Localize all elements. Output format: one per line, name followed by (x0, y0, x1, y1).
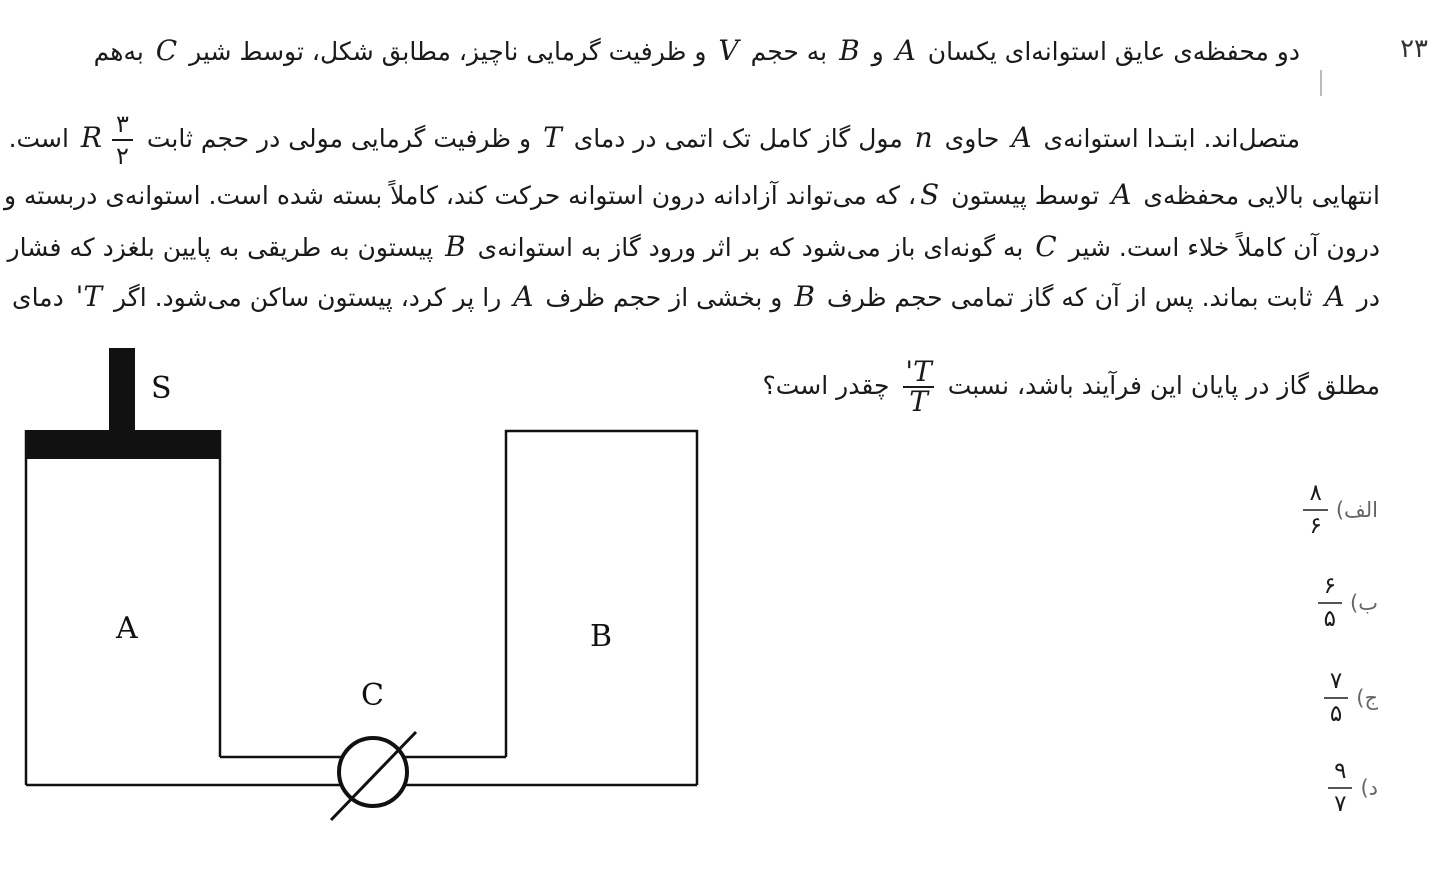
math-symbol: R (80, 121, 102, 154)
text-run: در (1348, 283, 1380, 312)
option-2-fraction (1318, 575, 1342, 631)
math-symbol: S (920, 178, 940, 211)
question-line-4 (8, 230, 1381, 265)
option-1-fraction (1303, 482, 1327, 538)
text-run: و (863, 37, 892, 66)
apparatus-diagram (0, 330, 730, 830)
option-1-numerator: ۸ (1303, 482, 1327, 511)
option-1-label: الف) (1335, 498, 1378, 522)
text-run: متصل‌اند. ابتـدا استوانه‌ی (1035, 124, 1300, 153)
math-symbol: C (1035, 230, 1057, 263)
question-line-3 (4, 178, 1380, 213)
text-run: حاوی (936, 124, 1008, 153)
option-4-label: د) (1360, 776, 1378, 800)
text-run: به حجم (742, 37, 836, 66)
option-3[interactable] (1324, 670, 1378, 726)
cylinder-b-label: B (590, 619, 613, 654)
text-run: ثابت بماند. پس از آن که گاز تمامی حجم ظرف (818, 283, 1321, 312)
text-run: مطلق گاز در پایان این فرآیند باشد، نسبت (939, 371, 1380, 400)
option-3-fraction (1324, 670, 1348, 726)
text-run: را پر کرد، پیستون ساکن می‌شود. اگر (106, 283, 510, 312)
question-line-1 (94, 34, 1300, 69)
fraction-denominator: ۲ (116, 142, 129, 170)
option-3-numerator: ۷ (1324, 670, 1348, 699)
text-run: به گونه‌ای باز می‌شود که بر اثر ورود گاز به استوانه‌ی (469, 233, 1032, 262)
text-run: به‌هم (93, 37, 152, 66)
question-line-5 (12, 280, 1380, 315)
piston-plate (26, 430, 220, 459)
option-2-numerator: ۶ (1318, 575, 1342, 604)
text-run: ، که می‌تواند آزادانه درون استوانه حرکت کند، کاملاً بسته شده است. استوانه‌ی دربسته و (3, 181, 917, 210)
option-2-label: ب) (1350, 591, 1378, 615)
cylinder-a-label: A (116, 611, 138, 646)
math-symbol: B (839, 34, 860, 67)
valve-label: C (361, 678, 384, 713)
question-line-6 (762, 355, 1380, 418)
question-line-2 (9, 112, 1300, 168)
text-run: انتهایی بالایی محفظه‌ی (1135, 181, 1380, 210)
math-symbol: B (794, 280, 815, 313)
text-run: و بخشی از حجم ظرف (537, 283, 791, 312)
piston-label: S (151, 371, 172, 406)
text-run: و ظرفیت گرمایی ناچیز، مطابق شکل، توسط شیر (181, 37, 715, 66)
option-4-denominator: ۷ (1334, 791, 1347, 817)
margin-divider (1320, 70, 1322, 96)
option-3-label: ج) (1356, 686, 1378, 710)
text-run: پیستون به طریقی به پایین بلغزد که فشار (7, 233, 442, 262)
text-run: چقدر است؟ (762, 371, 898, 400)
question-number: ۲۳ (1400, 34, 1428, 64)
math-symbol: V (718, 34, 739, 67)
option-2-denominator: ۵ (1323, 606, 1337, 632)
inline-fraction (903, 355, 933, 418)
text-run: و ظرفیت گرمایی مولی در حجم ثابت (138, 124, 540, 153)
math-symbol: n (914, 121, 933, 154)
math-symbol: A (1324, 280, 1345, 313)
option-3-denominator: ۵ (1329, 701, 1343, 727)
cylinder-b-outline (506, 431, 697, 785)
math-symbol: A (1011, 121, 1032, 154)
fraction-numerator: T' (905, 355, 932, 388)
option-4[interactable] (1328, 760, 1378, 816)
option-1[interactable] (1303, 482, 1378, 538)
fraction-numerator: ۳ (112, 112, 133, 141)
math-symbol: T' (75, 280, 103, 313)
text-run: درون آن کاملاً خلاء است. شیر (1060, 233, 1380, 262)
valve-circle (339, 738, 407, 806)
piston-rod (109, 348, 135, 432)
option-4-fraction (1328, 760, 1352, 816)
math-symbol: T (543, 121, 562, 154)
option-4-numerator: ۹ (1328, 760, 1352, 789)
text-run: دمای (12, 283, 72, 312)
option-2[interactable] (1318, 575, 1378, 631)
text-run: دو محفظه‌ی عایق استوانه‌ای یکسان (919, 37, 1300, 66)
fraction-denominator: T (909, 385, 928, 418)
text-run: مول گاز کامل تک اتمی در دمای (565, 124, 911, 153)
math-symbol: B (445, 230, 466, 263)
option-1-denominator: ۶ (1309, 513, 1322, 539)
math-symbol: C (155, 34, 178, 67)
math-symbol: A (513, 280, 534, 313)
text-run: توسط پیستون (943, 181, 1108, 210)
inline-fraction (112, 112, 133, 168)
text-run: است. (8, 124, 77, 153)
math-symbol: A (1111, 178, 1132, 211)
math-symbol: A (895, 34, 916, 67)
